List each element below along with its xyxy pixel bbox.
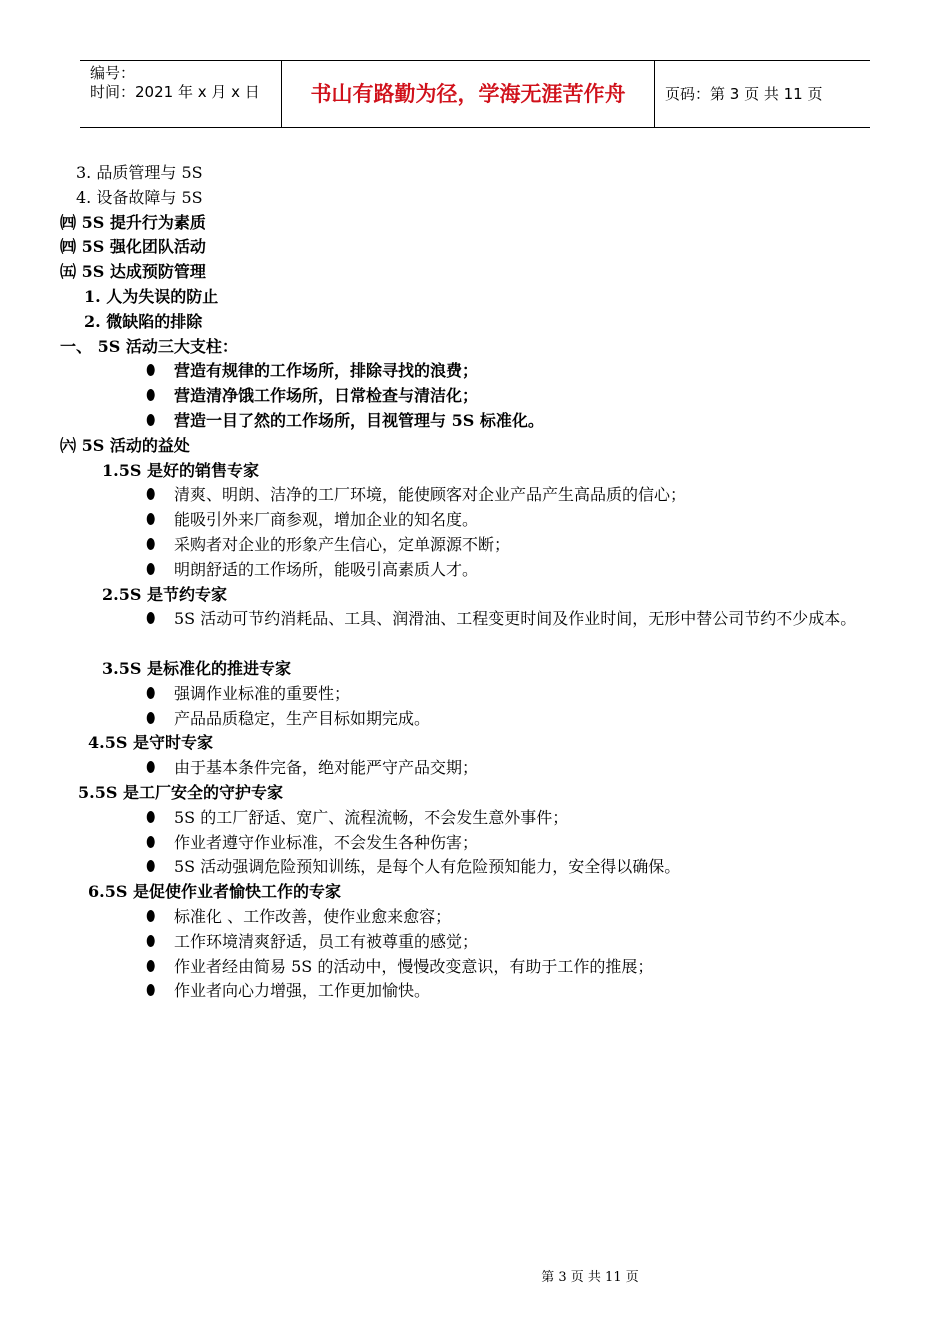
pillar-item: 营造清净饿工作场所，日常检查与清洁化； bbox=[174, 386, 479, 406]
bullet-icon: ⬮ bbox=[146, 708, 156, 727]
benefit-section-title: 4.5S 是守时专家 bbox=[88, 733, 213, 753]
benefit-item: 工作环境清爽舒适，员工有被尊重的感觉； bbox=[174, 931, 479, 951]
benefit-item: 能吸引外来厂商参观，增加企业的知名度。 bbox=[174, 510, 479, 530]
benefit-section-title: 1.5S 是好的销售专家 bbox=[102, 460, 259, 480]
benefit-item: 强调作业标准的重要性； bbox=[174, 683, 351, 703]
bullet-icon: ⬮ bbox=[146, 510, 156, 529]
bullet-icon: ⬮ bbox=[146, 683, 156, 702]
benefit-item: 作业者向心力增强，工作更加愉快。 bbox=[174, 981, 431, 1001]
outline-line: 3. 品质管理与 5S bbox=[76, 163, 203, 182]
bullet-icon: ⬮ bbox=[146, 857, 156, 876]
outline-line: 4. 设备故障与 5S bbox=[76, 187, 203, 207]
outline-line: 一、 5S 活动三大支柱： bbox=[60, 336, 238, 356]
page-footer bbox=[0, 1266, 950, 1285]
benefit-item: 作业者遵守作业标准，不会发生各种伤害； bbox=[174, 832, 479, 852]
benefit-item: 产品品质稳定，生产目标如期完成。 bbox=[174, 708, 431, 728]
bullet-icon: ⬮ bbox=[146, 832, 156, 851]
benefit-section-title: 6.5S 是促使作业者愉快工作的专家 bbox=[88, 882, 341, 902]
header-motto: 书山有路勤为径，学海无涯苦作舟 bbox=[281, 61, 655, 127]
benefit-item: 5S 活动可节约消耗品、工具、润滑油、工程变更时间及作业时间，无形中替公司节约不少成本。 bbox=[174, 609, 857, 629]
bullet-icon: ⬮ bbox=[146, 485, 156, 504]
outline-line: 2. 微缺陷的排除 bbox=[84, 311, 203, 331]
bullet-icon: ⬮ bbox=[146, 361, 156, 380]
benefit-item: 明朗舒适的工作场所，能吸引高素质人才。 bbox=[174, 559, 479, 579]
benefit-section-title: 5.5S 是工厂安全的守护专家 bbox=[78, 783, 283, 802]
outline-line: 1. 人为失误的防止 bbox=[84, 287, 219, 306]
benefit-item: 标准化 、工作改善，使作业愈来愈容； bbox=[174, 907, 452, 926]
benefit-item: 由于基本条件完备，绝对能严守产品交期； bbox=[174, 758, 479, 778]
header-meta bbox=[80, 61, 281, 127]
serial-label: 编号： bbox=[90, 64, 136, 82]
benefit-item: 作业者经由简易 5S 的活动中，慢慢改变意识，有助于工作的推展； bbox=[174, 956, 654, 976]
bullet-icon: ⬮ bbox=[146, 535, 156, 553]
page-header bbox=[80, 60, 870, 128]
benefit-item: 5S 活动强调危险预知训练，是每个人有危险预知能力，安全得以确保。 bbox=[174, 857, 681, 877]
bullet-icon: ⬮ bbox=[146, 411, 156, 429]
benefit-item: 采购者对企业的形象产生信心，定单源源不断； bbox=[174, 535, 511, 554]
bullet-icon: ⬮ bbox=[146, 981, 156, 1000]
outline-line: ㈣ 5S 强化团队活动 bbox=[60, 237, 206, 257]
outline-line: ㈣ 5S 提升行为素质 bbox=[60, 212, 206, 232]
bullet-icon: ⬮ bbox=[146, 807, 156, 826]
bullet-icon: ⬮ bbox=[146, 609, 156, 628]
footer-page-number: 第 3 页 共 11 页 bbox=[541, 1270, 639, 1285]
bullet-icon: ⬮ bbox=[146, 386, 156, 405]
benefit-item: 5S 的工厂舒适、宽广、流程流畅，不会发生意外事件； bbox=[174, 807, 569, 827]
benefits-title: ㈥ 5S 活动的益处 bbox=[60, 435, 190, 455]
bullet-icon: ⬮ bbox=[146, 758, 156, 777]
header-page-info: 页码：第 3 页 共 11 页 bbox=[665, 85, 823, 103]
bullet-icon: ⬮ bbox=[146, 907, 156, 925]
pillar-item: 营造有规律的工作场所，排除寻找的浪费； bbox=[174, 361, 479, 381]
pillar-item: 营造一目了然的工作场所，目视管理与 5S 标准化。 bbox=[174, 411, 544, 430]
benefit-item: 清爽、明朗、洁净的工厂环境，能使顾客对企业产品产生高品质的信心； bbox=[174, 485, 687, 505]
bullet-icon: ⬮ bbox=[146, 956, 156, 975]
bullet-icon: ⬮ bbox=[146, 559, 156, 578]
time-label: 时间：2021 年 x 月 x 日 bbox=[90, 83, 260, 101]
bullet-icon: ⬮ bbox=[146, 931, 156, 950]
benefit-section-title: 2.5S 是节约专家 bbox=[102, 584, 227, 604]
benefit-section-title: 3.5S 是标准化的推进专家 bbox=[102, 659, 291, 678]
outline-line: ㈤ 5S 达成预防管理 bbox=[60, 262, 206, 282]
